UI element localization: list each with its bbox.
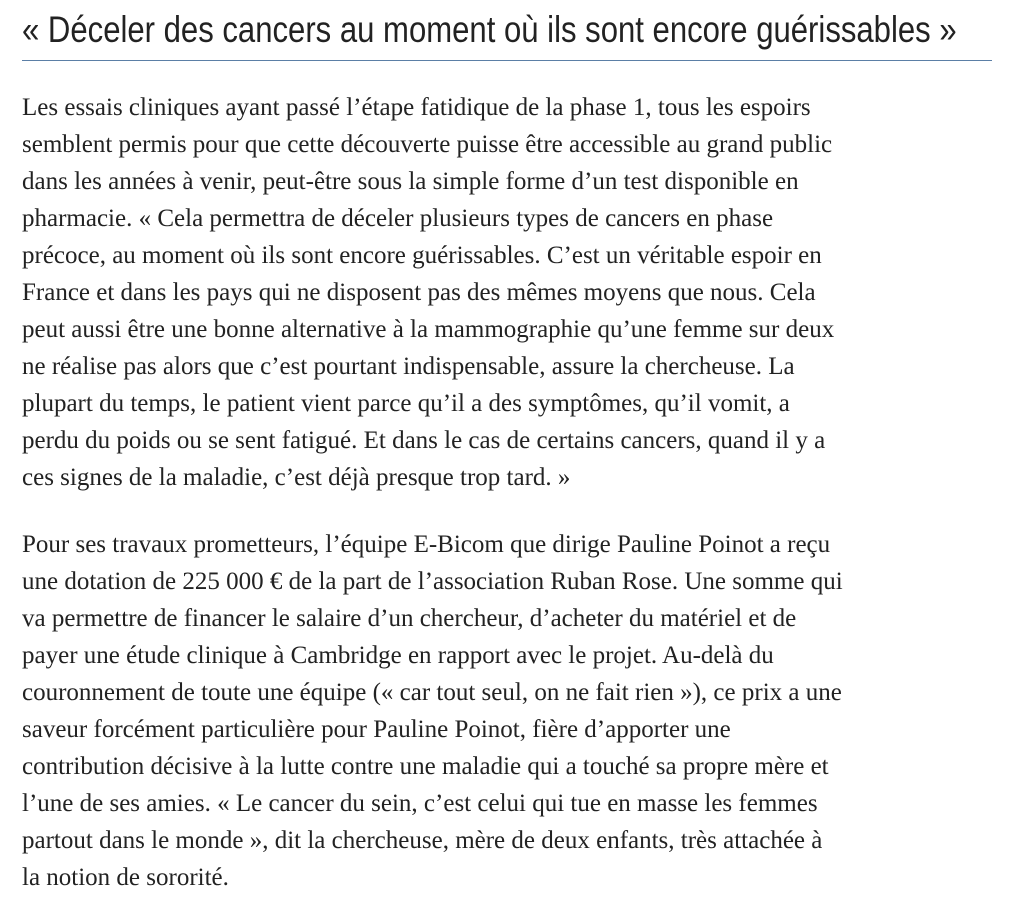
paragraph-line: ne réalise pas alors que c’est pourtant indispensable, assure la chercheuse. La <box>22 353 795 380</box>
paragraph-line: dans les années à venir, peut-être sous la simple forme d’un test disponible en <box>22 168 799 195</box>
paragraph-line: Pour ses travaux prometteurs, l’équipe E-Bicom que dirige Pauline Poinot a reçu <box>22 531 831 558</box>
paragraph-line: Les essais cliniques ayant passé l’étape fatidique de la phase 1, tous les espoirs <box>22 94 811 121</box>
headline-divider <box>22 60 992 61</box>
paragraph-line: payer une étude clinique à Cambridge en rapport avec le projet. Au-delà du <box>22 642 774 669</box>
paragraph-line: perdu du poids ou se sent fatigué. Et dans le cas de certains cancers, quand il y a <box>22 427 826 454</box>
paragraph-line: une dotation de 225 000 € de la part de l’association Ruban Rose. Une somme qui <box>22 568 843 595</box>
paragraph-line: couronnement de toute une équipe (« car tout seul, on ne fait rien »), ce prix a une <box>22 679 842 706</box>
paragraph-line: contribution décisive à la lutte contre une maladie qui a touché sa propre mère et <box>22 753 829 780</box>
article-headline: « Déceler des cancers au moment où ils sont encore guérissables » <box>22 9 957 50</box>
paragraph-line: France et dans les pays qui ne disposent pas des mêmes moyens que nous. Cela <box>22 279 816 306</box>
paragraph-line: ces signes de la maladie, c’est déjà presque trop tard. » <box>22 464 571 491</box>
article <box>22 0 992 896</box>
paragraph-line: peut aussi être une bonne alternative à la mammographie qu’une femme sur deux <box>22 316 835 343</box>
article-paragraph-1 <box>22 89 992 496</box>
paragraph-line: saveur forcément particulière pour Pauline Poinot, fière d’apporter une <box>22 716 731 743</box>
article-paragraph-2 <box>22 526 992 896</box>
paragraph-line: la notion de sororité. <box>22 864 229 891</box>
paragraph-line: pharmacie. « Cela permettra de déceler plusieurs types de cancers en phase <box>22 205 774 232</box>
paragraph-line: précoce, au moment où ils sont encore guérissables. C’est un véritable espoir en <box>22 242 822 269</box>
paragraph-line: partout dans le monde », dit la chercheuse, mère de deux enfants, très attachée à <box>22 827 823 854</box>
paragraph-line: va permettre de financer le salaire d’un chercheur, d’acheter du matériel et de <box>22 605 797 632</box>
paragraph-line: plupart du temps, le patient vient parce qu’il a des symptômes, qu’il vomit, a <box>22 390 790 417</box>
paragraph-line: semblent permis pour que cette découverte puisse être accessible au grand public <box>22 131 833 158</box>
paragraph-line: l’une de ses amies. « Le cancer du sein, c’est celui qui tue en masse les femmes <box>22 790 818 817</box>
